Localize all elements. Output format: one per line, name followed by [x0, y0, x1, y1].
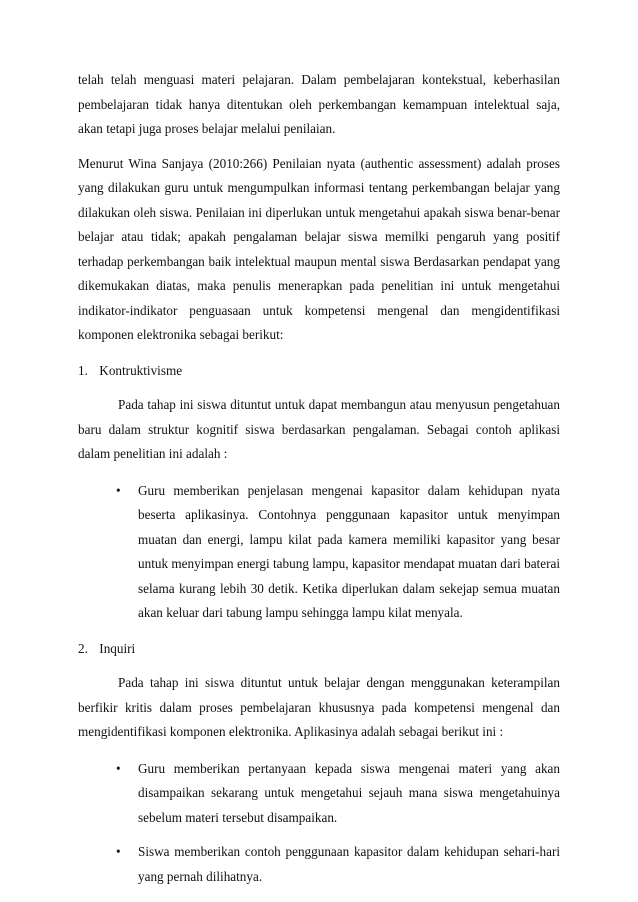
section-heading-2: [78, 637, 560, 662]
list-item: [78, 757, 560, 831]
bullet-text: Siswa memberikan contoh penggunaan kapasitor dalam kehidupan sehari-hari yang pernah dilihatnya.: [138, 844, 560, 884]
bullet-icon: •: [116, 844, 121, 859]
section-title: Inquiri: [99, 640, 136, 656]
bullet-icon: •: [116, 482, 121, 498]
section-number: 2.: [78, 640, 88, 656]
paragraph-authentic-assessment: Menurut Wina Sanjaya (2010:266) Penilaian nyata (authentic assessment) adalah proses yang dilakukan guru untuk mengumpulkan informasi tentang perkembangan belajar yang dilakukan oleh siswa. Penilaian ini diperlukan untuk mengetahui apakah siswa benar-benar belajar atau tidak; apakah pengalaman belajar siswa memilki pengaruh yang positif terhadap perkembangan baik intelektual maupun mental siswa Berdasarkan pendapat yang dikemukakan diatas, maka penulis menerapkan pada penelitian ini untuk mengetahui indikator-indikator penguasaan untuk kompetensi mengenal dan mengidentifikasi komponen elektronika sebagai berikut:: [78, 155, 560, 342]
list-item: [78, 479, 560, 626]
section-1-intro: Pada tahap ini siswa dituntut untuk dapat membangun atau menyusun pengetahuan baru dalam struktur kognitif siswa berdasarkan pengalaman. Sebagai contoh aplikasi dalam penelitian ini adalah :: [78, 397, 560, 461]
bullet-text: Guru memberikan pertanyaan kepada siswa mengenai materi yang akan disampaikan sekarang untuk mengetahui sejauh mana siswa mengetahuinya sebelum materi tersebut disampaikan.: [138, 760, 560, 825]
section-2-bullet-list: [78, 757, 560, 890]
bullet-icon: •: [116, 760, 121, 776]
section-number: 1.: [78, 362, 88, 378]
list-item: [78, 840, 560, 889]
section-1-bullet-list: [78, 479, 560, 626]
section-2-intro: Pada tahap ini siswa dituntut untuk belajar dengan menggunakan keterampilan berfikir kritis dalam proses pembelajaran khususnya pada kompetensi mengenal dan mengidentifikasi komponen elektronika. Aplikasinya adalah sebagai berikut ini :: [78, 675, 560, 739]
paragraph-intro: telah telah menguasi materi pelajaran. Dalam pembelajaran kontekstual, keberhasilan pembelajaran tidak hanya ditentukan oleh perkembangan kemampuan intelektual saja, akan tetapi juga proses belajar melalui penilaian.: [78, 72, 560, 136]
section-title: Kontruktivisme: [99, 362, 183, 378]
bullet-text: Guru memberikan penjelasan mengenai kapasitor dalam kehidupan nyata beserta aplikasinya. Contohnya penggunaan kapasitor untuk menyimpan muatan dan energi, lampu kilat pada kamera memiliki kapasitor yang besar untuk menyimpan energi tabung lampu, kapasitor mendapat muatan dari baterai selama kurang lebih 30 detik. Ketika diperlukan dalam sekejap semua muatan akan keluar dari tabung lampu sehingga lampu kilat menyala.: [138, 482, 560, 620]
section-heading-1: [78, 359, 560, 384]
